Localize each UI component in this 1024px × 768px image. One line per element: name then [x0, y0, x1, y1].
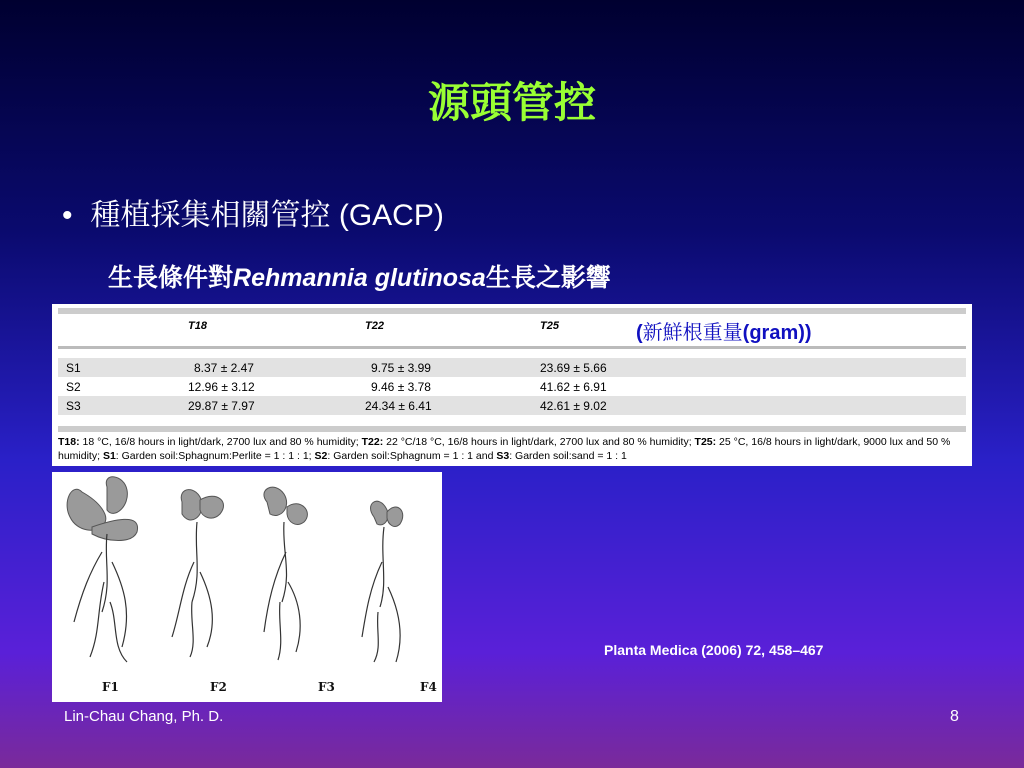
unit-close: (gram)): [742, 322, 812, 344]
footnote-t18-key: T18:: [58, 436, 80, 448]
page-number: 8: [950, 708, 959, 725]
unit-label: [636, 316, 812, 345]
cell-t25: 42.61 ± 9.02: [540, 399, 607, 413]
subtitle-cjk-1: 生長條件對: [108, 263, 234, 292]
cell-t22: 9.46 ± 3.78: [371, 380, 431, 394]
table-header-t25: T25: [540, 320, 559, 332]
figure-label-f1: F1: [102, 680, 119, 694]
footnote-t22-key: T22:: [361, 436, 384, 448]
table-footnote: [58, 435, 966, 463]
footnote-s2-key: S2: [314, 450, 328, 462]
figure-label-f3: F3: [318, 680, 335, 694]
row-label: S1: [66, 361, 81, 375]
figure-label-f2: F2: [210, 680, 227, 694]
footnote-s2-text: : Garden soil:Sphagnum = 1 : 1 and: [327, 450, 497, 462]
figure-label-f4: F4: [420, 680, 437, 694]
cell-t22: 24.34 ± 6.41: [365, 399, 432, 413]
footnote-t25-key: T25:: [694, 436, 717, 448]
bullet-text-latin: (GACP): [330, 199, 444, 232]
plant-photo: [52, 472, 442, 702]
unit-open: (: [636, 322, 643, 344]
citation: Planta Medica (2006) 72, 458–467: [604, 642, 824, 658]
footnote-t25-text: 25 °C, 16/8 hours in light/dark, 9000 lux and 50 % humidity;: [58, 436, 951, 462]
slide-title: 源頭管控: [427, 78, 596, 127]
cell-t22: 9.75 ± 3.99: [371, 361, 431, 375]
species-name: Rehmannia glutinosa: [233, 264, 486, 292]
footnote-s3-key: S3: [496, 450, 510, 462]
cell-t25: 23.69 ± 5.66: [540, 361, 607, 375]
footnote-t22-text: 22 °C/18 °C, 16/8 hours in light/dark, 2700 lux and 80 % humidity;: [383, 436, 695, 448]
table-top-rule: [58, 308, 966, 314]
plant-illustration: [52, 472, 442, 702]
footnote-s1-key: S1: [102, 450, 116, 462]
footnote-t18-text: 18 °C, 16/8 hours in light/dark, 2700 lux and 80 % humidity;: [79, 436, 362, 448]
results-table: [52, 304, 972, 466]
footnote-s1-text: : Garden soil:Sphagnum:Perlite = 1 : 1 : 1;: [115, 450, 315, 462]
bullet-dot: •: [62, 199, 73, 232]
bullet-item: [62, 190, 444, 234]
row-label: S3: [66, 399, 81, 413]
bullet-text: [91, 190, 444, 234]
table-header-t22: T22: [365, 320, 384, 332]
table-bottom-rule: [58, 426, 966, 432]
unit-label-cjk: 新鮮根重量: [642, 320, 743, 344]
table-row: [58, 377, 966, 396]
cell-t18: 12.96 ± 3.12: [188, 380, 255, 394]
table-row: [58, 358, 966, 377]
footer-author: Lin-Chau Chang, Ph. D.: [64, 708, 224, 725]
table-row: [58, 396, 966, 415]
row-label: S2: [66, 380, 81, 394]
table-header-rule: [58, 346, 966, 349]
footnote-s3-text: : Garden soil:sand = 1 : 1: [509, 450, 627, 462]
bullet-text-cjk: 種植採集相關管控: [90, 198, 331, 233]
cell-t25: 41.62 ± 6.91: [540, 380, 607, 394]
cell-t18: 29.87 ± 7.97: [188, 399, 255, 413]
cell-t18: 8.37 ± 2.47: [194, 361, 254, 375]
subtitle-cjk-2: 生長之影響: [485, 263, 611, 292]
table-header-t18: T18: [188, 320, 207, 332]
subtitle: [108, 258, 611, 294]
